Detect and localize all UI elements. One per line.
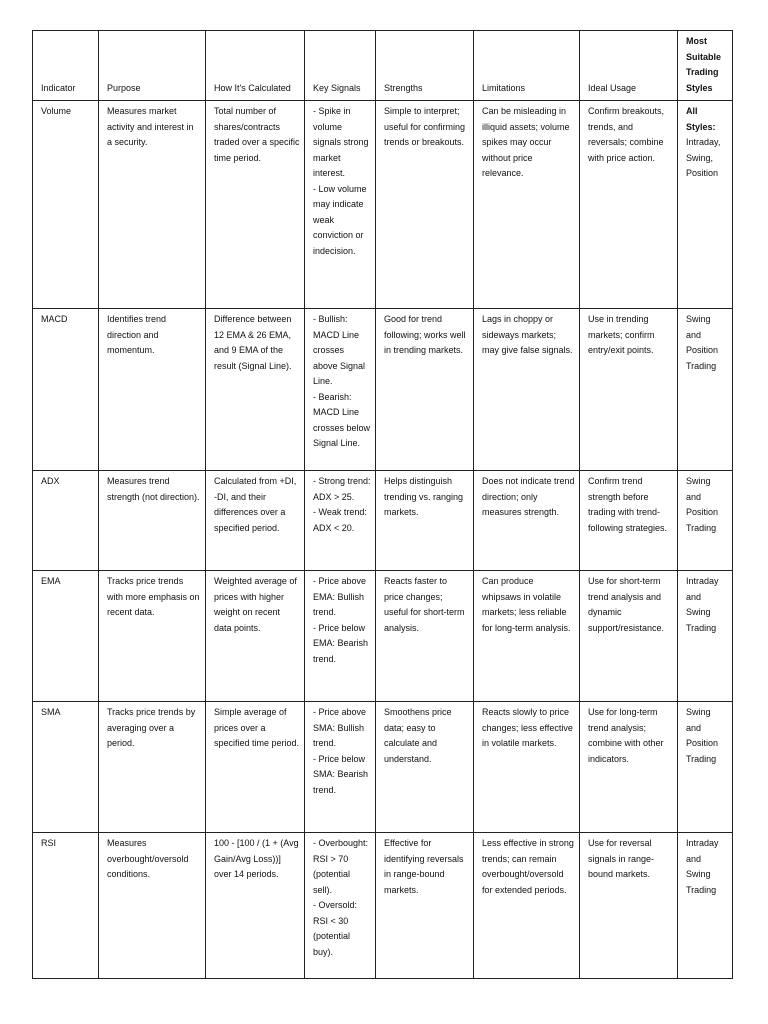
table-row [33, 833, 733, 979]
limitations-cell: Reacts slowly to price changes; less effective in volatile markets. [474, 702, 580, 833]
header-purpose: Purpose [99, 31, 206, 101]
limitations-cell: Can produce whipsaws in volatile markets; less reliable for long-term analysis. [474, 571, 580, 702]
header-row [33, 31, 733, 101]
styles-bold: All Styles: [686, 106, 716, 132]
calculation-cell: Simple average of prices over a specified time period. [206, 702, 305, 833]
usage-cell: Confirm breakouts, trends, and reversals; combine with price action. [580, 101, 678, 309]
indicator-comparison-table [32, 30, 733, 979]
styles-rest: Intraday, Swing, Position [686, 137, 721, 178]
signal-line: - Price above SMA: Bullish trend. [313, 707, 367, 748]
header-ideal-usage: Ideal Usage [580, 31, 678, 101]
limitations-cell: Less effective in strong trends; can remain overbought/oversold for extended periods. [474, 833, 580, 979]
key-signals-cell [305, 309, 376, 471]
signal-line: - Strong trend: ADX > 25. [313, 476, 371, 502]
signal-line: - Price above EMA: Bullish trend. [313, 576, 367, 617]
calculation-cell: Weighted average of prices with higher weight on recent data points. [206, 571, 305, 702]
key-signals-cell [305, 833, 376, 979]
indicator-name: ADX [33, 471, 99, 571]
styles-cell: Swing and Position Trading [678, 309, 733, 471]
indicator-name: RSI [33, 833, 99, 979]
key-signals-cell [305, 471, 376, 571]
signal-line: - Spike in volume signals strong market interest. [313, 106, 369, 178]
styles-cell: Swing and Position Trading [678, 702, 733, 833]
usage-cell: Use for reversal signals in range-bound markets. [580, 833, 678, 979]
indicator-name: MACD [33, 309, 99, 471]
strengths-cell: Helps distinguish trending vs. ranging markets. [376, 471, 474, 571]
indicator-name: Volume [33, 101, 99, 309]
calculation-cell: Total number of shares/contracts traded over a specific time period. [206, 101, 305, 309]
header-indicator: Indicator [33, 31, 99, 101]
strengths-cell: Good for trend following; works well in trending markets. [376, 309, 474, 471]
key-signals-cell [305, 702, 376, 833]
header-key-signals: Key Signals [305, 31, 376, 101]
purpose-cell: Measures trend strength (not direction). [99, 471, 206, 571]
purpose-cell: Tracks price trends by averaging over a period. [99, 702, 206, 833]
strengths-cell: Effective for identifying reversals in range-bound markets. [376, 833, 474, 979]
styles-cell: Intraday and Swing Trading [678, 571, 733, 702]
signal-line: - Overbought: RSI > 70 (potential sell). [313, 838, 369, 895]
purpose-cell: Identifies trend direction and momentum. [99, 309, 206, 471]
signal-line: - Price below SMA: Bearish trend. [313, 753, 369, 795]
indicator-name: SMA [33, 702, 99, 833]
limitations-cell: Can be misleading in illiquid assets; volume spikes may occur without price relevance. [474, 101, 580, 309]
key-signals-cell [305, 101, 376, 309]
usage-cell: Confirm trend strength before trading with trend-following strategies. [580, 471, 678, 571]
strengths-cell: Smoothens price data; easy to calculate and understand. [376, 702, 474, 833]
limitations-cell: Does not indicate trend direction; only measures strength. [474, 471, 580, 571]
usage-cell: Use in trending markets; confirm entry/exit points. [580, 309, 678, 471]
table-row [33, 471, 733, 571]
header-strengths: Strengths [376, 31, 474, 101]
header-limitations: Limitations [474, 31, 580, 101]
signal-line: - Weak trend: ADX < 20. [313, 507, 367, 533]
indicator-name: EMA [33, 571, 99, 702]
limitations-cell: Lags in choppy or sideways markets; may give false signals. [474, 309, 580, 471]
usage-cell: Use for short-term trend analysis and dynamic support/resistance. [580, 571, 678, 702]
signal-line: - Bullish: MACD Line crosses above Signal Line. [313, 314, 366, 386]
signal-line: - Price below EMA: Bearish trend. [313, 622, 369, 664]
table-row [33, 309, 733, 471]
signal-line: - Bearish: MACD Line crosses below Signal Line. [313, 391, 371, 448]
header-trading-styles: Most Suitable Trading Styles [678, 31, 733, 101]
header-calculation: How It's Calculated [206, 31, 305, 101]
table-row [33, 101, 733, 309]
purpose-cell: Measures overbought/oversold conditions. [99, 833, 206, 979]
styles-cell [678, 101, 733, 309]
signal-line: - Low volume may indicate weak conviction or indecision. [313, 183, 367, 256]
purpose-cell: Measures market activity and interest in a security. [99, 101, 206, 309]
calculation-cell: Calculated from +DI, -DI, and their differences over a specified period. [206, 471, 305, 571]
signal-line: - Oversold: RSI < 30 (potential buy). [313, 900, 358, 957]
table-row [33, 702, 733, 833]
strengths-cell: Simple to interpret; useful for confirming trends or breakouts. [376, 101, 474, 309]
usage-cell: Use for long-term trend analysis; combine with other indicators. [580, 702, 678, 833]
table-row [33, 571, 733, 702]
styles-cell: Intraday and Swing Trading [678, 833, 733, 979]
purpose-cell: Tracks price trends with more emphasis on recent data. [99, 571, 206, 702]
strengths-cell: Reacts faster to price changes; useful for short-term analysis. [376, 571, 474, 702]
styles-cell: Swing and Position Trading [678, 471, 733, 571]
calculation-cell: Difference between 12 EMA & 26 EMA, and 9 EMA of the result (Signal Line). [206, 309, 305, 471]
calculation-cell: 100 - [100 / (1 + (Avg Gain/Avg Loss))] over 14 periods. [206, 833, 305, 979]
key-signals-cell [305, 571, 376, 702]
